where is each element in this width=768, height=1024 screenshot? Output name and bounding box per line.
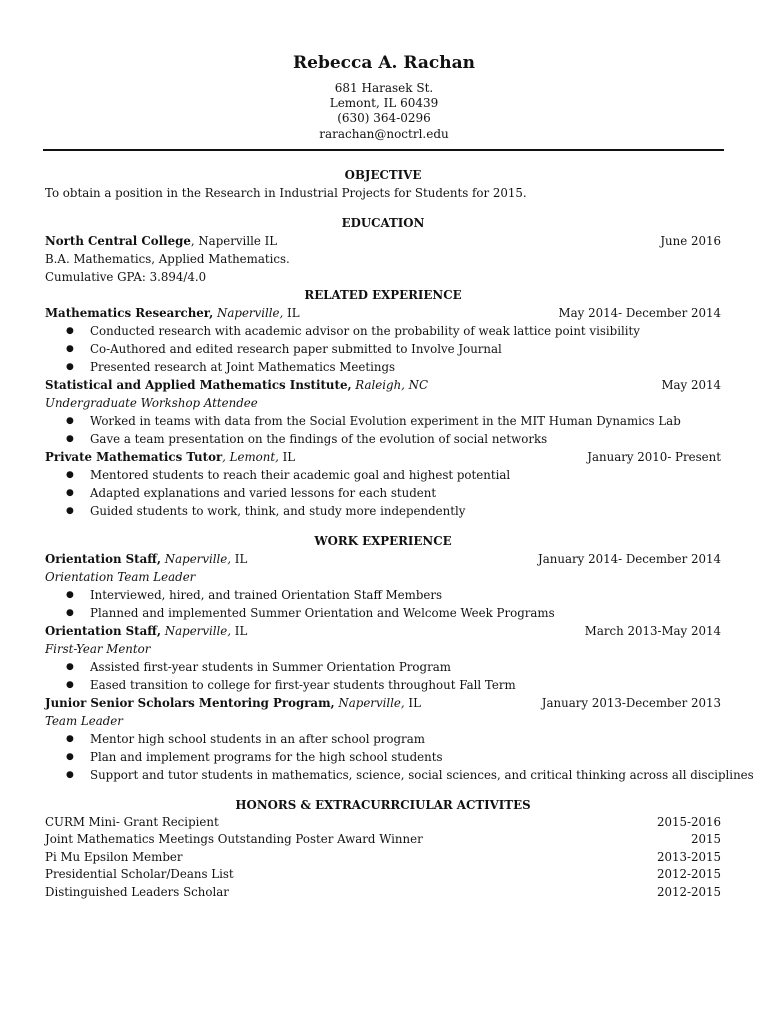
bullet-icon: ● bbox=[66, 326, 74, 336]
entry-org: Orientation Staff, bbox=[45, 552, 162, 566]
entry-subtitle: Undergraduate Workshop Attendee bbox=[45, 396, 258, 410]
bullet-text: Gave a team presentation on the findings of the evolution of social networks bbox=[90, 432, 548, 446]
entry-date: May 2014- December 2014 bbox=[558, 306, 721, 320]
entry-header bbox=[45, 376, 721, 394]
honor-label: Pi Mu Epsilon Member bbox=[45, 849, 183, 864]
bullet-icon: ● bbox=[66, 362, 74, 372]
bullet-icon: ● bbox=[66, 434, 74, 444]
honor-label: CURM Mini- Grant Recipient bbox=[45, 815, 219, 829]
bullet-text: Interviewed, hired, and trained Orientation Staff Members bbox=[90, 588, 443, 602]
bullet-icon: ● bbox=[66, 506, 74, 516]
entry-date: January 2010- Present bbox=[587, 450, 721, 464]
resume-body bbox=[45, 166, 754, 901]
list-item bbox=[45, 730, 721, 748]
list-item bbox=[45, 658, 721, 676]
honor-date: 2015-2016 bbox=[656, 815, 721, 829]
entry-header bbox=[45, 550, 721, 568]
honor-item bbox=[45, 814, 721, 831]
entry-city: , Lemont, bbox=[222, 450, 279, 464]
bullet-text: Worked in teams with data from the Social Evolution experiment in the MIT Human Dynamics Lab bbox=[90, 414, 681, 428]
entry-header bbox=[45, 622, 721, 640]
entry-state: IL bbox=[231, 624, 248, 638]
list-item bbox=[45, 766, 754, 784]
education-school-row bbox=[45, 232, 721, 250]
bullet-text: Mentor high school students in an after school program bbox=[90, 732, 425, 746]
work-experience-heading: WORK EXPERIENCE bbox=[314, 534, 452, 548]
bullet-text: Adapted explanations and varied lessons for each student bbox=[90, 486, 437, 500]
list-item bbox=[45, 466, 721, 484]
list-item bbox=[45, 430, 721, 448]
entry-date: May 2014 bbox=[661, 378, 721, 392]
bullet-icon: ● bbox=[66, 680, 74, 690]
bullet-text: Co-Authored and edited research paper submitted to Involve Journal bbox=[90, 342, 502, 356]
entry-subtitle: Team Leader bbox=[45, 714, 123, 728]
entry-header bbox=[45, 694, 721, 712]
bullet-icon: ● bbox=[66, 488, 74, 498]
bullet-icon: ● bbox=[66, 590, 74, 600]
education-heading: EDUCATION bbox=[341, 216, 425, 230]
honor-date: 2012-2015 bbox=[656, 884, 721, 899]
entry-city: Naperville, bbox=[161, 552, 232, 566]
honor-label: Distinguished Leaders Scholar bbox=[45, 884, 229, 899]
list-item bbox=[45, 484, 721, 502]
honor-date: 2015 bbox=[690, 832, 721, 847]
bullet-text: Guided students to work, think, and study more independently bbox=[90, 504, 466, 518]
address-city: Lemont, IL 60439 bbox=[329, 96, 439, 111]
gpa: Cumulative GPA: 3.894/4.0 bbox=[45, 270, 207, 284]
graduation-date: June 2016 bbox=[660, 234, 721, 248]
bullet-text: Support and tutor students in mathematics, science, social sciences, and critical thinking across all disciplines bbox=[90, 768, 754, 782]
bullet-text: Presented research at Joint Mathematics Meetings bbox=[90, 360, 396, 374]
entry-header bbox=[45, 448, 721, 466]
entry-header bbox=[45, 304, 721, 322]
bullet-text: Conducted research with academic advisor on the probability of weak lattice point visibility bbox=[90, 324, 640, 338]
resume-header bbox=[0, 52, 768, 142]
entry-state: IL bbox=[283, 306, 300, 320]
bullet-text: Mentored students to reach their academic goal and highest potential bbox=[90, 468, 511, 482]
honor-label: Presidential Scholar/Deans List bbox=[45, 867, 234, 882]
phone-number: (630) 364-0296 bbox=[337, 111, 431, 126]
list-item bbox=[45, 748, 721, 766]
bullet-icon: ● bbox=[66, 608, 74, 618]
entry-subtitle: First-Year Mentor bbox=[45, 642, 151, 656]
list-item bbox=[45, 676, 721, 694]
bullet-icon: ● bbox=[66, 662, 74, 672]
address-street: 681 Harasek St. bbox=[334, 81, 434, 95]
honor-date: 2013-2015 bbox=[656, 849, 721, 864]
school-name: North Central College bbox=[45, 234, 191, 248]
entry-org: Mathematics Researcher, bbox=[45, 306, 214, 320]
honors-heading: HONORS & EXTRACURRCIULAR ACTIVITES bbox=[235, 798, 531, 812]
bullet-icon: ● bbox=[66, 770, 74, 780]
bullet-icon: ● bbox=[66, 734, 74, 744]
degree: B.A. Mathematics, Applied Mathematics. bbox=[45, 252, 290, 266]
list-item bbox=[45, 322, 721, 340]
entry-date: January 2013-December 2013 bbox=[541, 696, 721, 710]
objective-text: To obtain a position in the Research in Industrial Projects for Students for 2015. bbox=[45, 186, 527, 200]
list-item bbox=[45, 604, 721, 622]
honors-list bbox=[45, 814, 721, 901]
bullet-icon: ● bbox=[66, 752, 74, 762]
list-item bbox=[45, 412, 721, 430]
entry-subtitle: Orientation Team Leader bbox=[45, 570, 196, 584]
bullet-icon: ● bbox=[66, 344, 74, 354]
email-address: rarachan@noctrl.edu bbox=[319, 126, 449, 141]
entry-org: Orientation Staff, bbox=[45, 624, 162, 638]
honor-item bbox=[45, 884, 721, 901]
entry-state: IL bbox=[278, 450, 296, 464]
entry-date: March 2013-May 2014 bbox=[584, 624, 721, 638]
entry-state: IL bbox=[404, 696, 421, 710]
honor-item bbox=[45, 849, 721, 866]
list-item bbox=[45, 340, 721, 358]
list-item bbox=[45, 586, 721, 604]
bullet-icon: ● bbox=[66, 416, 74, 426]
bullet-text: Eased transition to college for first-year students throughout Fall Term bbox=[90, 678, 516, 692]
list-item bbox=[45, 358, 721, 376]
entry-city: Naperville, bbox=[213, 306, 284, 320]
entry-state: IL bbox=[231, 552, 248, 566]
header-divider bbox=[43, 149, 724, 151]
honor-item bbox=[45, 866, 721, 883]
bullet-text: Planned and implemented Summer Orientation and Welcome Week Programs bbox=[90, 606, 555, 620]
honor-item bbox=[45, 831, 721, 848]
bullet-text: Plan and implement programs for the high school students bbox=[90, 750, 443, 764]
entry-org: Statistical and Applied Mathematics Institute, bbox=[45, 378, 352, 392]
entry-city: Raleigh, NC bbox=[351, 378, 429, 392]
honor-label: Joint Mathematics Meetings Outstanding Poster Award Winner bbox=[45, 832, 423, 847]
related-experience-heading: RELATED EXPERIENCE bbox=[304, 288, 462, 302]
honor-date: 2012-2015 bbox=[656, 867, 721, 882]
entry-org: Private Mathematics Tutor bbox=[45, 450, 223, 464]
entry-city: Naperville, bbox=[334, 696, 405, 710]
school-location: , Naperville IL bbox=[190, 234, 278, 248]
entry-date: January 2014- December 2014 bbox=[538, 552, 721, 566]
entry-city: Naperville, bbox=[161, 624, 232, 638]
bullet-text: Assisted first-year students in Summer Orientation Program bbox=[90, 660, 451, 674]
entry-org: Junior Senior Scholars Mentoring Program, bbox=[45, 696, 335, 710]
objective-heading: OBJECTIVE bbox=[344, 168, 422, 182]
list-item bbox=[45, 502, 721, 520]
bullet-icon: ● bbox=[66, 470, 74, 480]
applicant-name: Rebecca A. Rachan bbox=[293, 53, 475, 73]
